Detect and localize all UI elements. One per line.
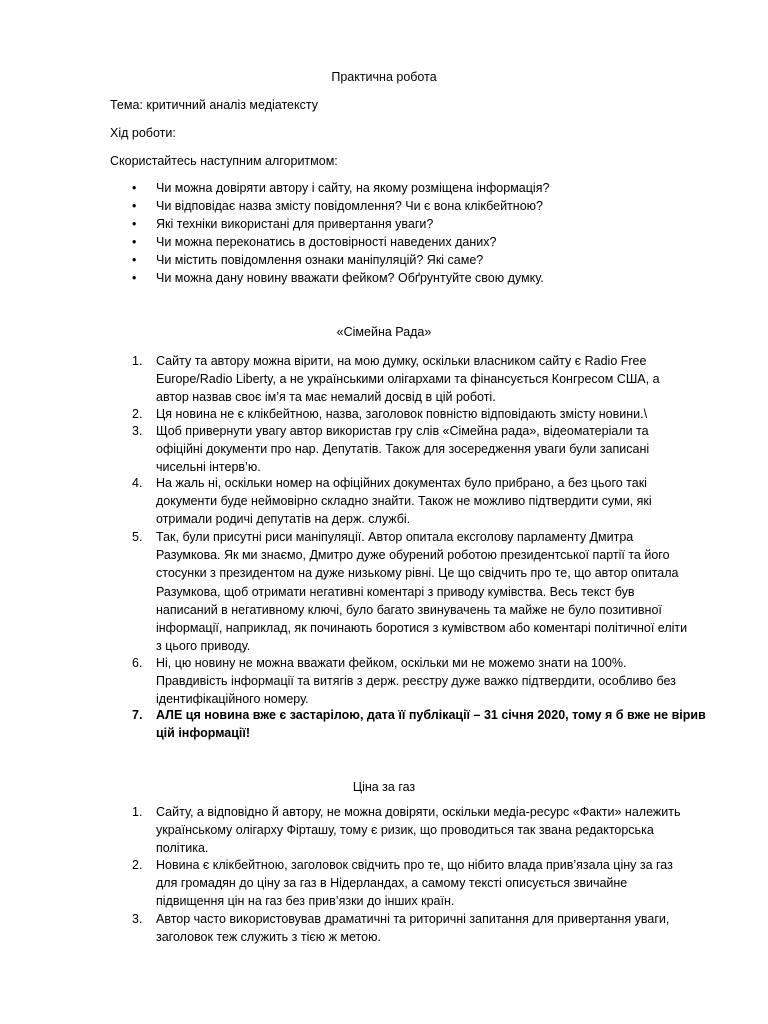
section-heading-family-council: «Сімейна Рада» [336, 325, 432, 339]
item-number: 3. [132, 912, 143, 926]
item-line: Правдивість інформації та витягів з держ. реєстру дуже важко підтвердити, особливо без [156, 674, 676, 689]
item-number: 1. [132, 354, 143, 368]
theme-line: Тема: критичний аналіз медіатексту [110, 98, 318, 112]
instruction-line: Скористайтесь наступним алгоритмом: [110, 154, 338, 168]
item-line: На жаль ні, оскільки номер на офіційних документах було прибрано, а без цього такі [156, 476, 647, 490]
list-item: Чи можна переконатись в достовірності наведених даних? [156, 235, 497, 249]
item-number: 2. [132, 858, 143, 872]
item-line: цій інформації! [156, 726, 251, 741]
list-item [156, 405, 696, 423]
item-number: 4. [132, 476, 143, 490]
item-number: 1. [132, 805, 143, 819]
item-line: Europe/Radio Liberty, а не українськими олігархами та фінансується Конгресом США, а [156, 372, 660, 387]
bullet-icon: • [132, 253, 137, 267]
item-number: 7. [132, 708, 143, 722]
item-line: автор назвав своє ім’я та має немалий досвід в цій роботі. [156, 390, 496, 405]
list-item [156, 856, 696, 911]
list-item [156, 528, 696, 655]
item-line: політика. [156, 841, 209, 856]
bullet-icon: • [132, 235, 137, 249]
list-item: Чи відповідає назва змісту повідомлення? Чи є вона клікбейтною? [156, 199, 543, 213]
item-line: Ця новина не є клікбейтною, назва, заголовок повністю відповідають змісту новини.\ [156, 407, 648, 421]
item-number: 5. [132, 530, 143, 544]
item-number: 3. [132, 424, 143, 438]
item-line: АЛЕ ця новина вже є застарілою, дата її публікації – 31 січня 2020, тому я б вже не вірив [156, 708, 706, 722]
item-line: чисельні інтерв’ю. [156, 460, 261, 475]
item-line: написаний в негативному ключі, було багато звинувачень та майже не було позитивної [156, 602, 662, 617]
list-item: Чи можна дану новину вважати фейком? Обґрунтуйте свою думку. [156, 271, 544, 285]
item-line: підвищення цін на газ без прив’язки до інших країн. [156, 894, 455, 909]
bullet-icon: • [132, 199, 137, 213]
item-line: Автор часто використовував драматичні та риторичні запитання для привертання уваги, [156, 912, 670, 926]
item-line: стосунки з президентом на дуже низькому рівні. Це що свідчить про те, що автор опитала [156, 566, 679, 581]
list-item [156, 803, 696, 858]
list-item [156, 352, 696, 407]
item-line: Щоб привернути увагу автор використав гру слів «Сімейна рада», відеоматеріали та [156, 424, 649, 438]
list-item [156, 422, 696, 477]
list-item [156, 654, 696, 709]
item-line: Так, були присутні риси маніпуляції. Автор опитала ексголову парламенту Дмитра [156, 530, 634, 544]
list-item [156, 474, 696, 529]
item-line: офіційні документи про нар. Депутатів. Також для зосередження уваги були записані [156, 442, 650, 457]
item-line: отримали родичі депутатів на держ. службі. [156, 512, 411, 527]
item-line: Новина є клікбейтною, заголовок свідчить про те, що нібито влада прив’язала ціну за газ [156, 858, 673, 872]
item-number: 2. [132, 407, 143, 421]
list-item: Які техніки використані для привертання уваги? [156, 217, 434, 231]
item-line: для громадян до ціну за газ в Нідерландах, а самому тексті описується звичайне [156, 876, 628, 891]
item-line: Сайту, а відповідно й автору, не можна довіряти, оскільки медіа-ресурс «Факти» належить [156, 805, 681, 819]
progress-line: Хід роботи: [110, 126, 176, 140]
item-line: Сайту та автору можна вірити, на мою думку, оскільки власником сайту є Radio Free [156, 354, 647, 368]
item-line: документи буде неймовірно складно знайти. Також не можливо підтвердити суми, які [156, 494, 652, 509]
list-item [156, 706, 706, 742]
item-line: Ні, цю новину не можна вважати фейком, оскільки ми не можемо знати на 100%. [156, 656, 627, 670]
bullet-icon: • [132, 271, 137, 285]
item-line: Разумкова. Як ми знаємо, Дмитро дуже обурений роботою президентської партії та його [156, 548, 670, 563]
list-item: Чи можна довіряти автору і сайту, на якому розміщена інформація? [156, 181, 550, 195]
bullet-icon: • [132, 217, 137, 231]
list-item [156, 910, 696, 946]
item-line: українському олігарху Фірташу, тому є ризик, що проводиться так звана редакторська [156, 823, 654, 838]
list-item: Чи містить повідомлення ознаки маніпуляцій? Які саме? [156, 253, 484, 267]
item-line: Разумкова, щоб отримати негативні коментарі з приводу кумівства. Весь текст був [156, 584, 635, 599]
item-line: заголовок теж служить з тією ж метою. [156, 930, 381, 945]
bullet-icon: • [132, 181, 137, 195]
item-line: ідентифікаційного номеру. [156, 692, 309, 707]
page-title: Практична робота [331, 70, 437, 84]
item-line: інформації, наприклад, як починають боротися з кумівством або коментарі політичної еліти [156, 621, 688, 636]
item-number: 6. [132, 656, 143, 670]
item-line: з цього приводу. [156, 639, 251, 654]
section-heading-gas-price: Ціна за газ [352, 780, 416, 794]
